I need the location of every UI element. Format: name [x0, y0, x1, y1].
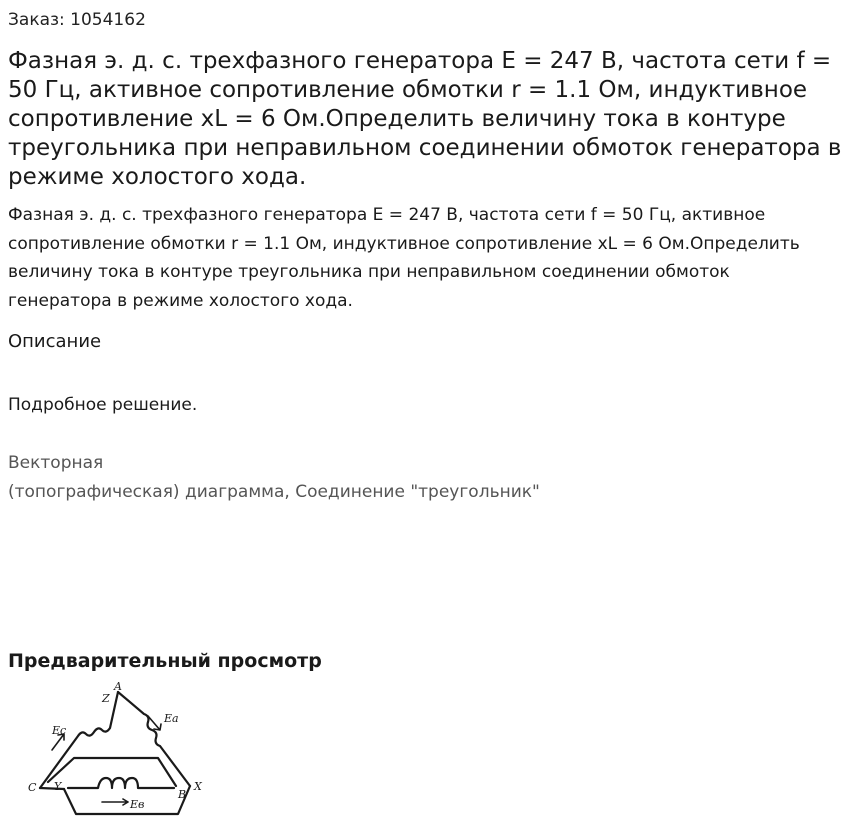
- label-eb: Eв: [130, 798, 145, 811]
- label-b: B: [178, 788, 187, 801]
- tag-line-1: Векторная: [8, 453, 104, 473]
- tag-line-2: (топографическая) диаграмма, Соединение "треугольник": [8, 482, 540, 502]
- order-number: Заказ: 1054162: [8, 10, 146, 30]
- arrow-eb: [102, 799, 128, 805]
- winding-a: [118, 692, 190, 786]
- preview-heading: Предварительный просмотр: [8, 650, 322, 672]
- solution-note: Подробное решение.: [8, 395, 198, 415]
- label-c: C: [28, 781, 37, 794]
- label-a: A: [114, 680, 122, 693]
- label-ec: Eс: [52, 724, 67, 737]
- delta-connection-diagram: [18, 678, 218, 828]
- label-z: Z: [102, 692, 110, 705]
- winding-b: [64, 786, 190, 814]
- winding-b-coil: [68, 778, 174, 788]
- label-x: X: [194, 780, 202, 793]
- description-heading: Описание: [8, 331, 102, 352]
- page-title: Фазная э. д. с. трехфазного генератора E = 247 В, частота сети f = 50 Гц, активное сопротивление обмотки r = 1.1 Ом, индуктивное сопротивление xL = 6 Ом.Определить величину тока в контуре треугольника при неправильном соединении обмоток генератора в режиме холостого хода.: [8, 48, 842, 190]
- problem-text: Фазная э. д. с. трехфазного генератора E = 247 В, частота сети f = 50 Гц, активное сопротивление обмотки r = 1.1 Ом, индуктивное сопротивление xL = 6 Ом.Определить величину тока в контуре треугольника при неправильном соединении обмоток генератора в режиме холостого хода.: [8, 205, 800, 311]
- label-y: Y: [54, 780, 62, 793]
- tags-block: [8, 449, 708, 507]
- label-ea: Eа: [164, 712, 179, 725]
- winding-c: [40, 692, 118, 788]
